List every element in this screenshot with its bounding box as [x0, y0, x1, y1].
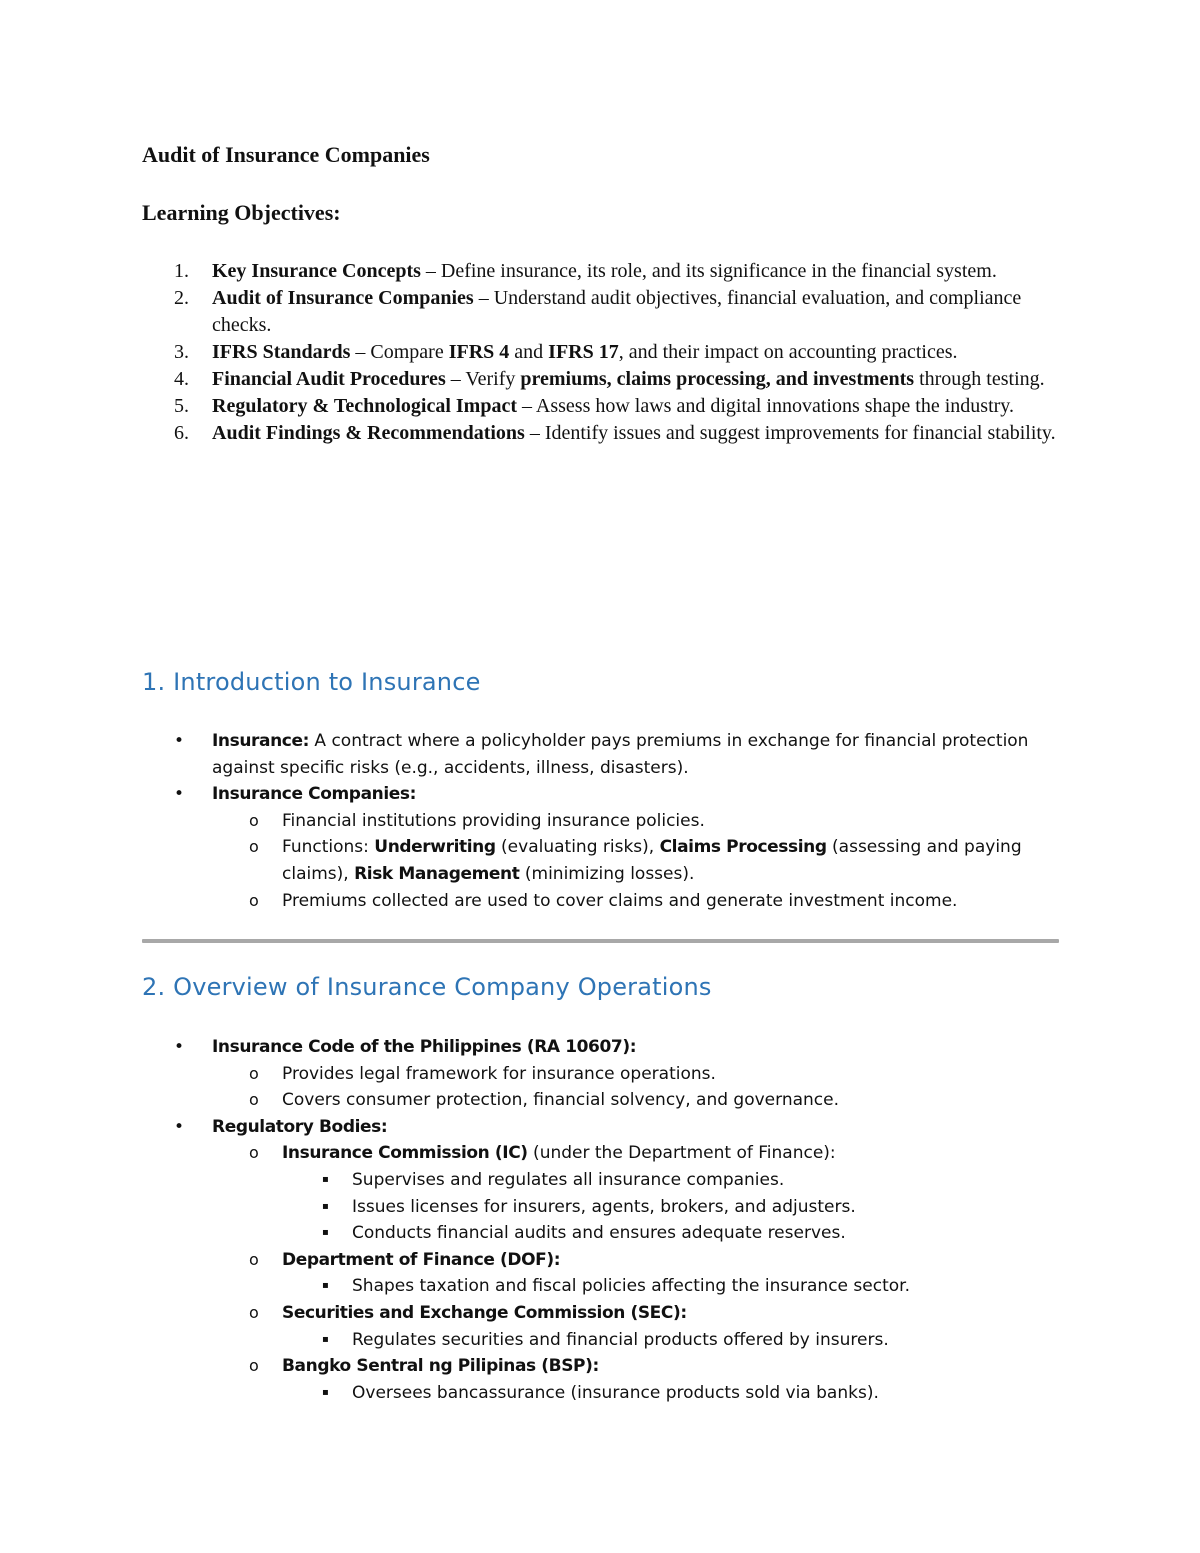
circle-bullet-icon: o — [249, 1249, 259, 1269]
term-label: Department of Finance (DOF): — [282, 1249, 561, 1270]
term-label: Claims Processing — [659, 837, 827, 858]
objective-text: – Define insurance, its role, and its significance in the financial system. — [420, 260, 997, 282]
circle-bullet-icon: o — [249, 1063, 259, 1083]
objective-text: – Verify — [445, 368, 521, 390]
list-number: 3. — [174, 341, 189, 363]
section-heading-introduction: 1. Introduction to Insurance — [142, 668, 481, 696]
circle-bullet-icon: o — [249, 1090, 259, 1110]
circle-bullet-icon: o — [249, 1356, 259, 1376]
circle-bullet-icon: o — [249, 890, 259, 910]
item-text: Regulates securities and financial products offered by insurers. — [352, 1329, 889, 1350]
circle-bullet-icon: o — [249, 810, 259, 830]
term-definition: A contract where a policyholder pays premiums in exchange for financial protection against specific risks (e.g., accidents, illness, disasters). — [212, 731, 1029, 778]
objective-text: and — [509, 341, 549, 363]
item-text: (evaluating risks), — [495, 837, 660, 858]
objective-text: through testing. — [914, 368, 1045, 390]
bullet-icon: • — [174, 1116, 185, 1137]
list-item — [142, 781, 1062, 808]
circle-bullet-icon: o — [249, 1302, 259, 1322]
list-number: 6. — [174, 422, 189, 444]
sub-list-item — [142, 1353, 1062, 1380]
objective-item — [142, 285, 1067, 339]
objective-bold-term: IFRS 17 — [548, 341, 619, 363]
objective-label: Key Insurance Concepts — [212, 260, 421, 282]
sub-sub-list-item — [142, 1194, 1062, 1221]
item-text: (minimizing losses). — [519, 863, 695, 884]
item-text: Conducts financial audits and ensures adequate reserves. — [352, 1223, 846, 1244]
sub-list-item — [142, 808, 1062, 835]
bullet-icon: • — [174, 731, 185, 751]
operations-bullet-list — [142, 1034, 1062, 1406]
list-number: 4. — [174, 368, 189, 390]
objective-label: IFRS Standards — [212, 341, 351, 363]
objective-item — [142, 366, 1067, 393]
circle-bullet-icon: o — [249, 1143, 259, 1163]
objective-text: – Understand audit objectives, financial evaluation, and compliance checks. — [212, 287, 1022, 336]
learning-objectives-heading: Learning Objectives: — [142, 200, 341, 225]
term-label: Insurance: — [212, 731, 310, 751]
list-item — [142, 728, 1062, 781]
objective-item — [142, 339, 1067, 366]
list-number: 5. — [174, 395, 189, 417]
sub-sub-list-item — [142, 1380, 1062, 1407]
objective-label: Regulatory & Technological Impact — [212, 395, 517, 417]
item-text: Financial institutions providing insurance policies. — [282, 810, 705, 831]
item-text: Premiums collected are used to cover claims and generate investment income. — [282, 890, 958, 911]
term-label: Regulatory Bodies: — [212, 1116, 388, 1137]
item-text: Functions: — [282, 837, 375, 858]
objective-text: – Compare — [350, 341, 449, 363]
term-label: Risk Management — [354, 863, 520, 884]
sub-list-item — [142, 1061, 1062, 1088]
objective-label: Audit Findings & Recommendations — [212, 422, 525, 444]
sub-sub-list-item — [142, 1167, 1062, 1194]
bullet-icon: • — [174, 1037, 185, 1057]
term-label: Insurance Code of the Philippines (RA 10607): — [212, 1037, 637, 1057]
item-text: Oversees bancassurance (insurance products sold via banks). — [352, 1382, 879, 1403]
sub-list-item — [142, 1300, 1062, 1327]
sub-list-item — [142, 834, 1062, 887]
square-bullet-icon: ▪ — [322, 1173, 329, 1185]
square-bullet-icon: ▪ — [322, 1333, 329, 1345]
square-bullet-icon: ▪ — [322, 1200, 329, 1212]
term-label: Insurance Commission (IC) — [282, 1143, 528, 1164]
item-text: Provides legal framework for insurance operations. — [282, 1063, 716, 1084]
item-text: (assessing and paying claims), — [282, 837, 1022, 884]
sub-list-item — [142, 1140, 1062, 1167]
section-heading-operations: 2. Overview of Insurance Company Operations — [142, 973, 712, 1001]
objective-item — [142, 393, 1067, 420]
objective-item — [142, 258, 1067, 285]
list-number: 1. — [174, 260, 189, 282]
objective-item — [142, 420, 1067, 447]
item-text: Issues licenses for insurers, agents, brokers, and adjusters. — [352, 1196, 856, 1217]
introduction-bullet-list — [142, 728, 1062, 914]
objective-label: Audit of Insurance Companies — [212, 287, 474, 309]
horizontal-divider — [142, 939, 1059, 943]
list-number: 2. — [174, 287, 189, 309]
sub-sub-list-item — [142, 1327, 1062, 1354]
sub-sub-list-item — [142, 1220, 1062, 1247]
term-label: Securities and Exchange Commission (SEC): — [282, 1302, 687, 1323]
term-label: Bangko Sentral ng Pilipinas (BSP): — [282, 1356, 599, 1377]
term-label: Underwriting — [374, 837, 496, 858]
objective-text: , and their impact on accounting practices. — [618, 341, 958, 363]
sub-list-item — [142, 1247, 1062, 1274]
item-text: (under the Department of Finance): — [527, 1143, 836, 1164]
square-bullet-icon: ▪ — [322, 1386, 329, 1398]
objective-label: Financial Audit Procedures — [212, 368, 446, 390]
term-label: Insurance Companies: — [212, 784, 417, 805]
objective-bold-term: premiums, claims processing, and investments — [520, 368, 915, 390]
sub-sub-list-item — [142, 1273, 1062, 1300]
square-bullet-icon: ▪ — [322, 1227, 329, 1239]
document-title: Audit of Insurance Companies — [142, 142, 430, 167]
objective-text: – Identify issues and suggest improvements for financial stability. — [524, 422, 1056, 444]
circle-bullet-icon: o — [249, 837, 259, 857]
item-text: Supervises and regulates all insurance companies. — [352, 1169, 785, 1190]
sub-list-item — [142, 1087, 1062, 1114]
item-text: Covers consumer protection, financial solvency, and governance. — [282, 1090, 839, 1111]
list-item — [142, 1114, 1062, 1141]
objective-text: – Assess how laws and digital innovations shape the industry. — [517, 395, 1014, 417]
list-item — [142, 1034, 1062, 1061]
objective-bold-term: IFRS 4 — [448, 341, 510, 363]
bullet-icon: • — [174, 784, 185, 805]
square-bullet-icon: ▪ — [322, 1280, 329, 1292]
objectives-list — [142, 258, 1067, 447]
sub-list-item — [142, 888, 1062, 915]
item-text: Shapes taxation and fiscal policies affecting the insurance sector. — [352, 1276, 910, 1297]
